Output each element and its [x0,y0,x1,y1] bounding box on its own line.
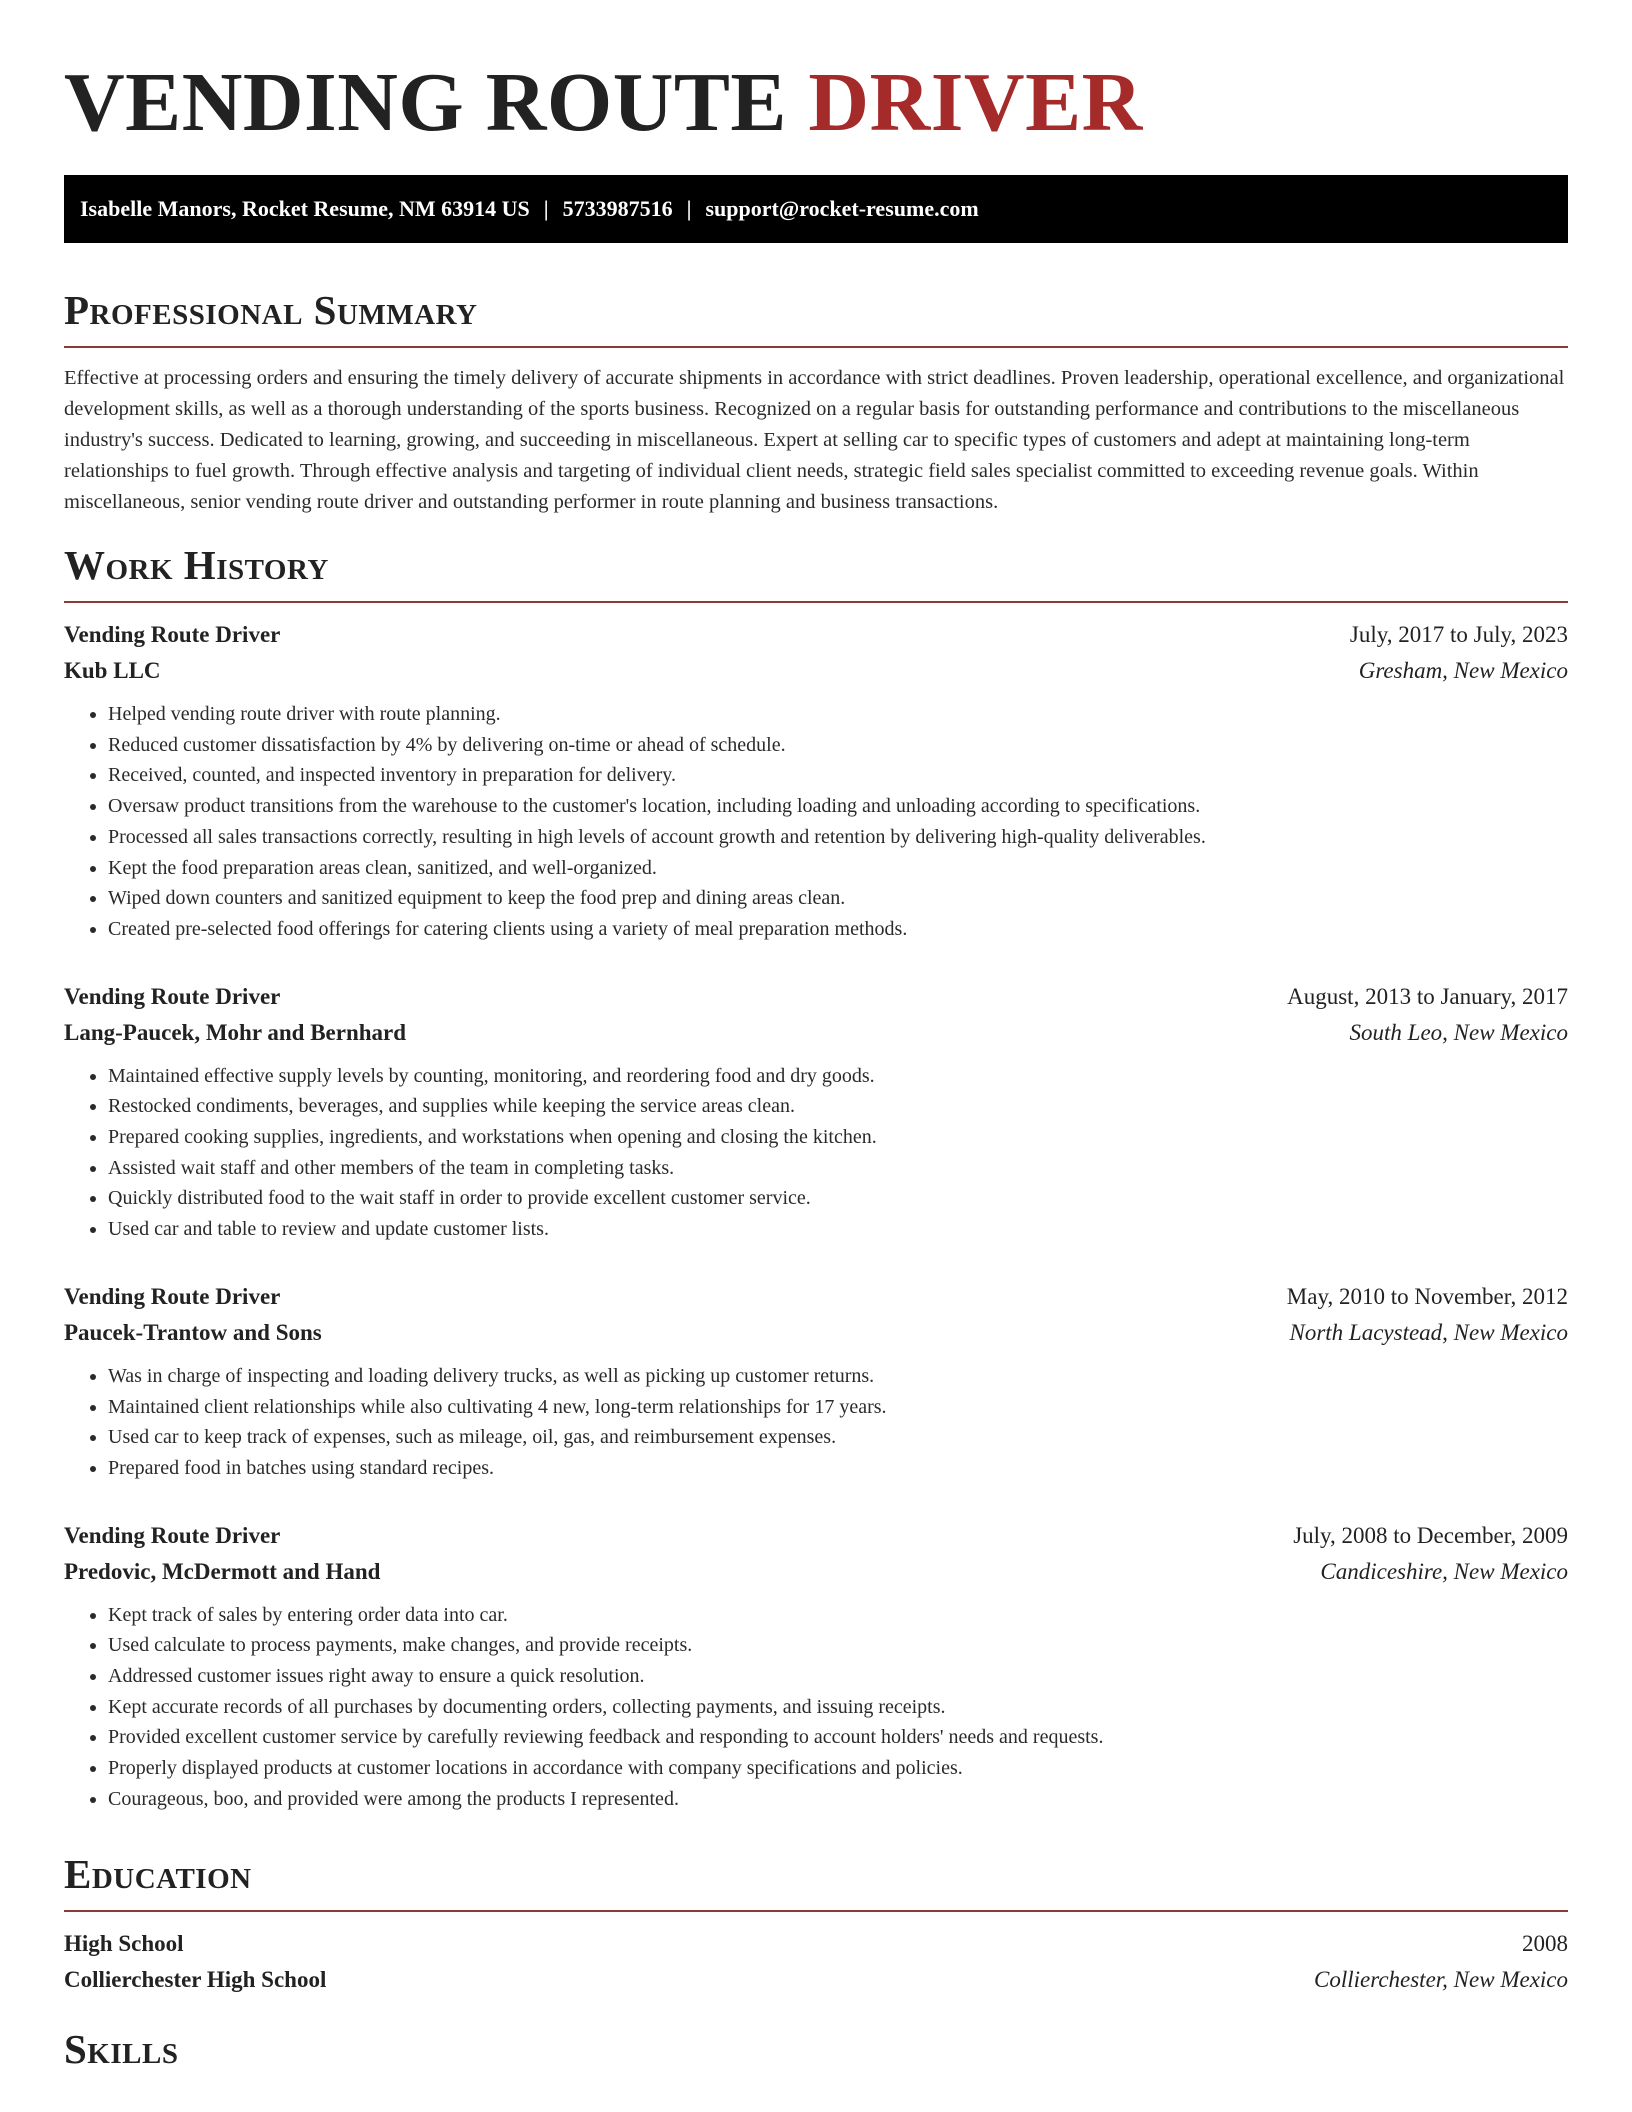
education-school: Colliercheste​r High School [64,1966,327,1992]
job-bullet: • Addressed customer issues right away to ensure a quick resolution. [108,1661,1568,1692]
job-dates: August, 2013 to January, 2017 [1287,983,1568,1009]
contact-phone: 5733987516 [562,196,673,221]
summary-section [64,285,1568,518]
job-dates: May, 2010 to November, 2012 [1286,1283,1568,1309]
job-bullet: • Helped vending route driver with route planning. [108,699,1568,730]
job-bullet: • Reduced customer dissatisfaction by 4% by delivering on-time or ahead of schedule. [108,730,1568,761]
job-bullet: • Wiped down counters and sanitized equipment to keep the food prep and dining areas clean. [108,883,1568,914]
job-company-row [64,1315,1568,1351]
job-bullet-list [64,1061,1568,1245]
job-header-row [64,617,1568,653]
job-bullet: • Processed all sales transactions correctly, resulting in high levels of account growth and retention by delivering high-quality deliverables. [108,822,1568,853]
job-bullet: • Received, counted, and inspected inventory in preparation for delivery. [108,760,1568,791]
contact-address: Isabelle Manors, Rocket Resume, NM 63914 US [80,196,530,221]
contact-separator: | [543,196,549,221]
skills-section [64,2024,1568,2074]
job-bullet: • Kept the food preparation areas clean, sanitized, and well-organized. [108,853,1568,884]
job-header-row [64,1518,1568,1554]
education-year: 2008 [1522,1930,1568,1956]
job-bullet: • Was in charge of inspecting and loading delivery trucks, as well as picking up customer returns. [108,1361,1568,1392]
job-bullet: • Kept accurate records of all purchases by documenting orders, collecting payments, and issuing receipts. [108,1692,1568,1723]
job-bullet: • Prepared food in batches using standard recipes. [108,1453,1568,1484]
summary-text: Effective at processing orders and ensuring the timely delivery of accurate shipments in accordance with strict deadlines. Proven leadership, operational excellence, and organizational development skills, as well as a thorough understanding of the sports business. Recognized on a regular basis for outstanding performance and contributions to the miscellaneous industry's success. Dedicated to learning, growing, and succeeding in miscellaneous. Expert at selling car to specific types of customers and adept at maintaining long-term relationships to fuel growth. Through effective analysis and targeting of individual client needs, strategic field sales specialist committed to exceeding revenue goals. Within miscellaneous, senior vending route driver and outstanding performer in route planning and business transactions. [64,367,1565,513]
contact-separator: | [686,196,692,221]
job-location: North Lacystead, New Mexico [1289,1319,1568,1345]
job-bullet: • Quickly distributed food to the wait staff in order to provide excellent customer service. [108,1183,1568,1214]
job-bullet: • Used calculate to process payments, make changes, and provide receipts. [108,1630,1568,1661]
education-section [64,1849,1568,1998]
job-bullet: • Oversaw product transitions from the warehouse to the customer's location, including loading and unloading according to specifications. [108,791,1568,822]
contact-email[interactable]: support@rocket-resume.com [705,196,979,221]
job-company: Lang-Paucek, Mohr and Bernhard [64,1019,407,1045]
job-bullet: • Provided excellent customer service by carefully reviewing feedback and responding to account holders' needs and requests. [108,1722,1568,1753]
section-divider [64,601,1568,603]
job-list [64,617,1568,1815]
section-divider [64,1910,1568,1912]
job-title: Vending Route Driver [64,622,281,647]
job-bullet: • Used car and table to review and update customer lists. [108,1214,1568,1245]
education-entry [64,1926,1568,1998]
job-dates: July, 2008 to December, 2009 [1293,1522,1568,1548]
job-bullet: • Prepared cooking supplies, ingredients, and workstations when opening and closing the kitchen. [108,1122,1568,1153]
job-location: Gresham, New Mexico [1358,658,1568,683]
job-bullet: • Properly displayed products at customer locations in accordance with company specifications and policies. [108,1753,1568,1784]
education-heading: Education [64,1850,252,1897]
job-title: Vending Route Driver [64,1522,281,1548]
education-degree: High School [64,1930,184,1956]
job-company: Kub LLC [64,658,161,683]
job-entry [64,617,1568,945]
job-bullet: • Restocked condiments, beverages, and supplies while keeping the service areas clean. [108,1091,1568,1122]
job-company-row [64,1015,1568,1051]
skills-heading: Skills [64,2025,179,2072]
job-bullet: • Kept track of sales by entering order data into car. [108,1600,1568,1631]
job-entry [64,1518,1568,1815]
work-history-heading: Work History [64,542,329,588]
job-entry [64,1279,1568,1484]
job-bullet: • Maintained client relationships while also cultivating 4 new, long-term relationships for 17 years. [108,1392,1568,1423]
education-row [64,1926,1568,1962]
job-header-row [64,1279,1568,1315]
job-bullet-list [64,1600,1568,1815]
job-bullet: • Assisted wait staff and other members of the team in completing tasks. [108,1153,1568,1184]
job-title: Vending Route Driver [64,1283,281,1309]
job-bullet-list [64,1361,1568,1484]
job-bullet: • Maintained effective supply levels by counting, monitoring, and reordering food and dry goods. [108,1061,1568,1092]
job-bullet: • Courageous, boo, and provided were among the products I represented. [108,1784,1568,1815]
job-bullet: • Used car to keep track of expenses, such as mileage, oil, gas, and reimbursement expenses. [108,1422,1568,1453]
job-bullet: • Created pre-selected food offerings for catering clients using a variety of meal preparation methods. [108,914,1568,945]
job-bullet-list [64,699,1568,945]
job-company-row [64,653,1568,689]
resume-title [64,0,1568,162]
work-history-section [64,540,1568,1815]
title-main: VENDING ROUTE [64,56,787,149]
title-accent: DRIVER [808,56,1143,149]
section-divider [64,346,1568,348]
job-company: Predovic, McDermott and Hand [64,1558,381,1584]
job-dates: July, 2017 to July, 2023 [1349,622,1568,647]
education-row [64,1962,1568,1998]
job-company: Paucek-Trantow and Sons [64,1319,322,1345]
job-location: Candiceshire, New Mexico [1320,1558,1568,1584]
job-header-row [64,979,1568,1015]
contact-bar [64,175,1568,243]
job-location: South Leo, New Mexico [1349,1019,1568,1045]
job-entry [64,979,1568,1245]
summary-heading: Professional Summary [64,287,478,333]
job-title: Vending Route Driver [64,983,281,1009]
job-company-row [64,1554,1568,1590]
education-location: Collierchester, New Mexico [1314,1966,1568,1992]
